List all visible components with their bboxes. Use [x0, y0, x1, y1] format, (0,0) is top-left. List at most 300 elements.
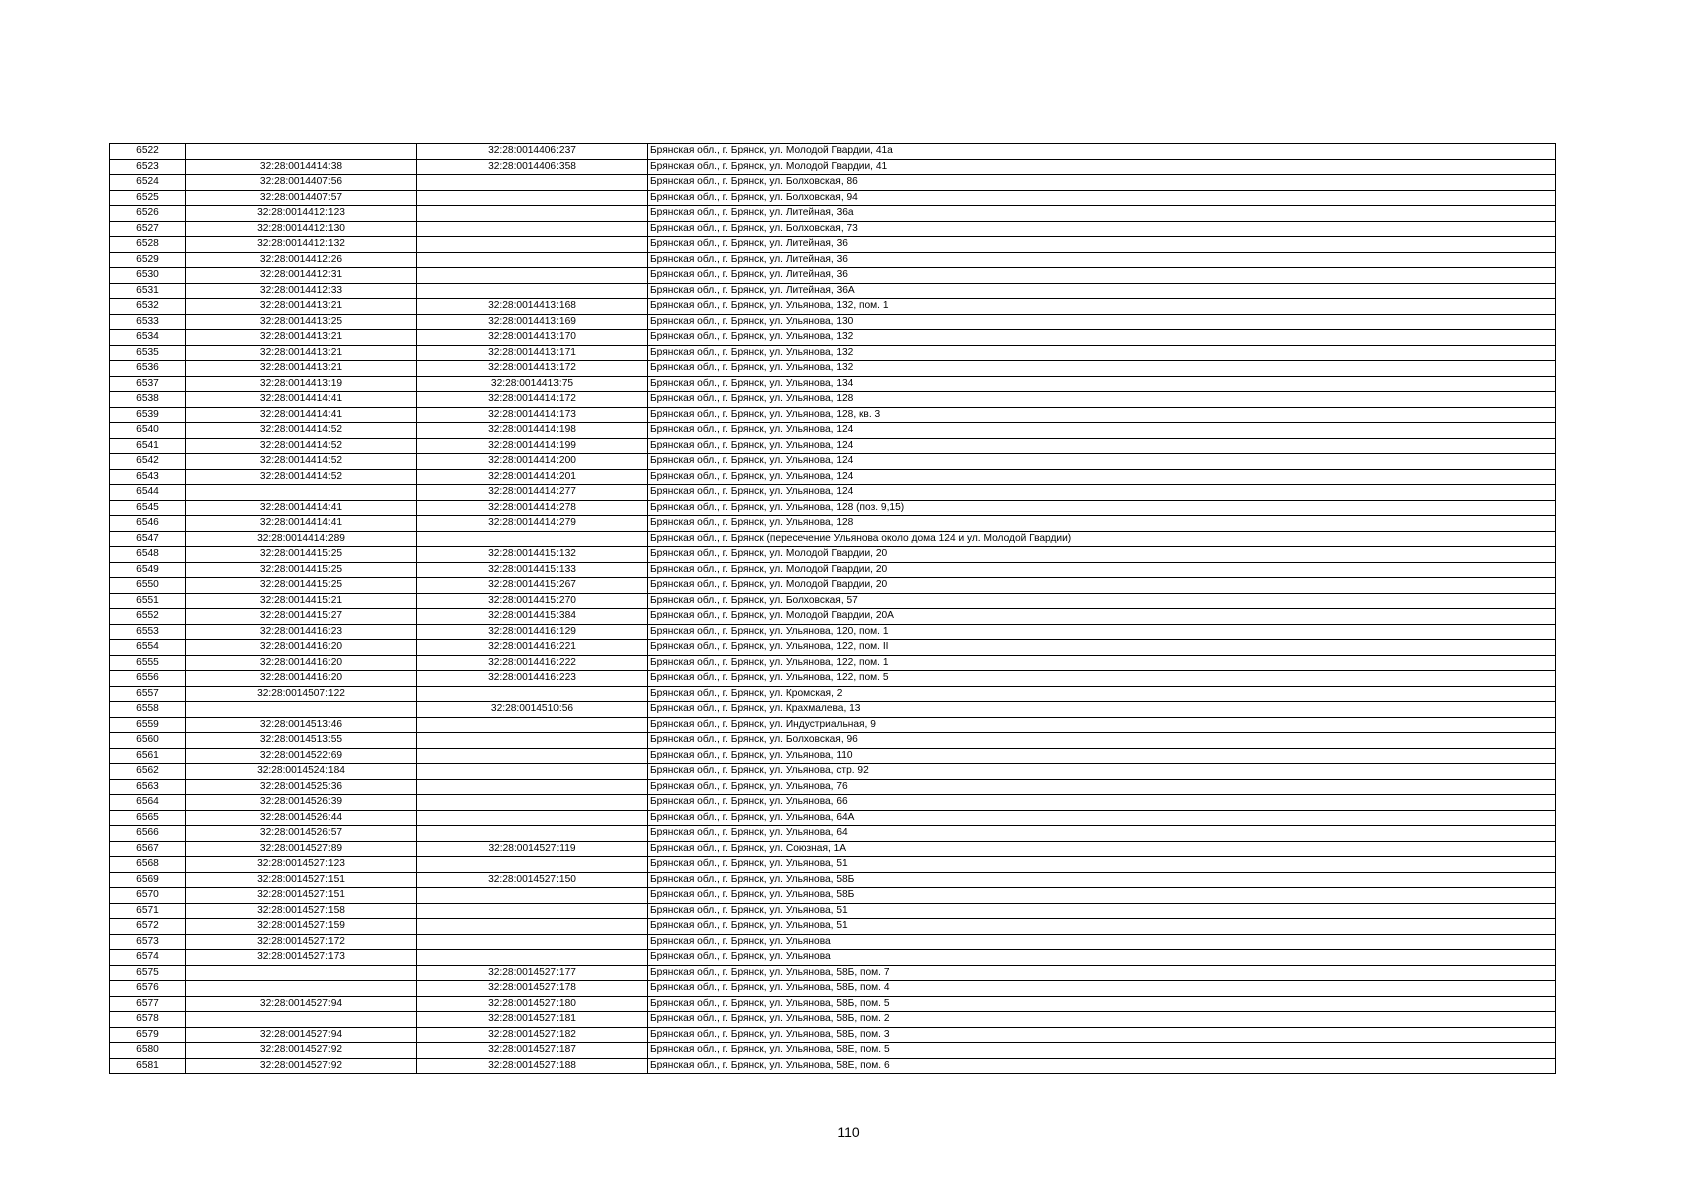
table-row: [110, 764, 1556, 780]
land-cadastral-number-cell: 32:28:0014415:25: [186, 578, 417, 594]
table-row: [110, 872, 1556, 888]
land-cadastral-number-cell: [186, 965, 417, 981]
land-cadastral-number-cell: 32:28:0014522:69: [186, 748, 417, 764]
land-cadastral-number-cell: 32:28:0014415:21: [186, 593, 417, 609]
object-cadastral-number-cell: 32:28:0014527:187: [417, 1043, 648, 1059]
land-cadastral-number-cell: 32:28:0014412:130: [186, 221, 417, 237]
address-cell: Брянская обл., г. Брянск, ул. Ульянова, 128 (поз. 9,15): [648, 500, 1556, 516]
object-cadastral-number-cell: 32:28:0014510:56: [417, 702, 648, 718]
address-cell: Брянская обл., г. Брянск, ул. Ульянова: [648, 950, 1556, 966]
row-number-cell: 6524: [110, 175, 186, 191]
table-row: [110, 655, 1556, 671]
address-cell: Брянская обл., г. Брянск, ул. Ульянова, 124: [648, 469, 1556, 485]
object-cadastral-number-cell: [417, 237, 648, 253]
land-cadastral-number-cell: 32:28:0014507:122: [186, 686, 417, 702]
object-cadastral-number-cell: [417, 888, 648, 904]
land-cadastral-number-cell: 32:28:0014413:25: [186, 314, 417, 330]
land-cadastral-number-cell: 32:28:0014412:33: [186, 283, 417, 299]
row-number-cell: 6568: [110, 857, 186, 873]
table-row: [110, 531, 1556, 547]
table-row: [110, 314, 1556, 330]
address-cell: Брянская обл., г. Брянск, ул. Ульянова, 51: [648, 903, 1556, 919]
row-number-cell: 6522: [110, 144, 186, 160]
object-cadastral-number-cell: 32:28:0014527:181: [417, 1012, 648, 1028]
object-cadastral-number-cell: [417, 531, 648, 547]
row-number-cell: 6563: [110, 779, 186, 795]
land-cadastral-number-cell: 32:28:0014413:21: [186, 330, 417, 346]
row-number-cell: 6523: [110, 159, 186, 175]
land-cadastral-number-cell: 32:28:0014527:173: [186, 950, 417, 966]
row-number-cell: 6572: [110, 919, 186, 935]
object-cadastral-number-cell: 32:28:0014406:237: [417, 144, 648, 160]
object-cadastral-number-cell: 32:28:0014527:182: [417, 1027, 648, 1043]
table-row: [110, 624, 1556, 640]
row-number-cell: 6546: [110, 516, 186, 532]
object-cadastral-number-cell: 32:28:0014416:223: [417, 671, 648, 687]
table-row: [110, 888, 1556, 904]
object-cadastral-number-cell: 32:28:0014413:170: [417, 330, 648, 346]
object-cadastral-number-cell: [417, 686, 648, 702]
address-cell: Брянская обл., г. Брянск, ул. Литейная, 36: [648, 237, 1556, 253]
address-cell: Брянская обл., г. Брянск, ул. Молодой Гвардии, 20: [648, 547, 1556, 563]
address-cell: Брянская обл., г. Брянск, ул. Союзная, 1А: [648, 841, 1556, 857]
address-cell: Брянская обл., г. Брянск, ул. Молодой Гвардии, 20: [648, 562, 1556, 578]
address-cell: Брянская обл., г. Брянск, ул. Ульянова, 124: [648, 454, 1556, 470]
row-number-cell: 6540: [110, 423, 186, 439]
object-cadastral-number-cell: 32:28:0014406:358: [417, 159, 648, 175]
object-cadastral-number-cell: 32:28:0014413:172: [417, 361, 648, 377]
row-number-cell: 6542: [110, 454, 186, 470]
row-number-cell: 6578: [110, 1012, 186, 1028]
address-cell: Брянская обл., г. Брянск, ул. Ульянова, 64: [648, 826, 1556, 842]
land-cadastral-number-cell: 32:28:0014414:52: [186, 423, 417, 439]
land-cadastral-number-cell: 32:28:0014414:52: [186, 469, 417, 485]
object-cadastral-number-cell: [417, 764, 648, 780]
table-row: [110, 206, 1556, 222]
table-row: [110, 144, 1556, 160]
row-number-cell: 6549: [110, 562, 186, 578]
land-cadastral-number-cell: 32:28:0014527:151: [186, 888, 417, 904]
table-row: [110, 252, 1556, 268]
object-cadastral-number-cell: 32:28:0014413:171: [417, 345, 648, 361]
land-cadastral-number-cell: [186, 981, 417, 997]
object-cadastral-number-cell: 32:28:0014414:201: [417, 469, 648, 485]
land-cadastral-number-cell: 32:28:0014527:89: [186, 841, 417, 857]
address-cell: Брянская обл., г. Брянск, ул. Ульянова, 66: [648, 795, 1556, 811]
table-row: [110, 686, 1556, 702]
address-cell: Брянская обл., г. Брянск, ул. Ульянова, 58Б, пом. 7: [648, 965, 1556, 981]
address-cell: Брянская обл., г. Брянск, ул. Ульянова, стр. 92: [648, 764, 1556, 780]
object-cadastral-number-cell: 32:28:0014414:277: [417, 485, 648, 501]
land-cadastral-number-cell: 32:28:0014414:41: [186, 516, 417, 532]
object-cadastral-number-cell: 32:28:0014527:177: [417, 965, 648, 981]
table-row: [110, 469, 1556, 485]
object-cadastral-number-cell: [417, 221, 648, 237]
row-number-cell: 6571: [110, 903, 186, 919]
table-row: [110, 283, 1556, 299]
row-number-cell: 6570: [110, 888, 186, 904]
row-number-cell: 6551: [110, 593, 186, 609]
row-number-cell: 6561: [110, 748, 186, 764]
land-cadastral-number-cell: [186, 485, 417, 501]
row-number-cell: 6532: [110, 299, 186, 315]
object-cadastral-number-cell: [417, 748, 648, 764]
table-row: [110, 1043, 1556, 1059]
land-cadastral-number-cell: 32:28:0014527:94: [186, 996, 417, 1012]
table-row: [110, 376, 1556, 392]
address-cell: Брянская обл., г. Брянск, ул. Ульянова, 122, пом. 5: [648, 671, 1556, 687]
land-cadastral-number-cell: 32:28:0014414:289: [186, 531, 417, 547]
land-cadastral-number-cell: 32:28:0014513:55: [186, 733, 417, 749]
page-number: 110: [837, 1124, 860, 1140]
row-number-cell: 6559: [110, 717, 186, 733]
object-cadastral-number-cell: [417, 206, 648, 222]
table-row: [110, 934, 1556, 950]
row-number-cell: 6547: [110, 531, 186, 547]
table-row: [110, 903, 1556, 919]
object-cadastral-number-cell: 32:28:0014414:200: [417, 454, 648, 470]
object-cadastral-number-cell: [417, 717, 648, 733]
table-row: [110, 981, 1556, 997]
land-cadastral-number-cell: 32:28:0014526:44: [186, 810, 417, 826]
land-cadastral-number-cell: 32:28:0014414:52: [186, 438, 417, 454]
object-cadastral-number-cell: 32:28:0014415:267: [417, 578, 648, 594]
address-cell: Брянская обл., г. Брянск, ул. Ульянова, 132: [648, 361, 1556, 377]
object-cadastral-number-cell: [417, 919, 648, 935]
object-cadastral-number-cell: 32:28:0014527:119: [417, 841, 648, 857]
object-cadastral-number-cell: [417, 252, 648, 268]
table-row: [110, 919, 1556, 935]
land-cadastral-number-cell: 32:28:0014527:94: [186, 1027, 417, 1043]
land-cadastral-number-cell: [186, 702, 417, 718]
object-cadastral-number-cell: 32:28:0014413:169: [417, 314, 648, 330]
row-number-cell: 6527: [110, 221, 186, 237]
object-cadastral-number-cell: 32:28:0014415:384: [417, 609, 648, 625]
address-cell: Брянская обл., г. Брянск, ул. Ульянова, 132: [648, 330, 1556, 346]
address-cell: Брянская обл., г. Брянск, ул. Ульянова, 134: [648, 376, 1556, 392]
object-cadastral-number-cell: 32:28:0014414:173: [417, 407, 648, 423]
table-row: [110, 454, 1556, 470]
row-number-cell: 6539: [110, 407, 186, 423]
object-cadastral-number-cell: 32:28:0014415:270: [417, 593, 648, 609]
object-cadastral-number-cell: [417, 190, 648, 206]
row-number-cell: 6545: [110, 500, 186, 516]
address-cell: Брянская обл., г. Брянск, ул. Кромская, 2: [648, 686, 1556, 702]
address-cell: Брянская обл., г. Брянск, ул. Литейная, 36а: [648, 206, 1556, 222]
address-cell: Брянская обл., г. Брянск, ул. Молодой Гвардии, 41: [648, 159, 1556, 175]
row-number-cell: 6536: [110, 361, 186, 377]
address-cell: Брянская обл., г. Брянск, ул. Молодой Гвардии, 20: [648, 578, 1556, 594]
row-number-cell: 6528: [110, 237, 186, 253]
table-row: [110, 500, 1556, 516]
land-cadastral-number-cell: 32:28:0014527:159: [186, 919, 417, 935]
object-cadastral-number-cell: [417, 175, 648, 191]
row-number-cell: 6530: [110, 268, 186, 284]
land-cadastral-number-cell: 32:28:0014414:41: [186, 392, 417, 408]
land-cadastral-number-cell: 32:28:0014415:25: [186, 562, 417, 578]
row-number-cell: 6552: [110, 609, 186, 625]
object-cadastral-number-cell: [417, 826, 648, 842]
address-cell: Брянская обл., г. Брянск (пересечение Ульянова около дома 124 и ул. Молодой Гвардии): [648, 531, 1556, 547]
land-cadastral-number-cell: 32:28:0014412:132: [186, 237, 417, 253]
address-cell: Брянская обл., г. Брянск, ул. Ульянова, 58Е, пом. 5: [648, 1043, 1556, 1059]
row-number-cell: 6580: [110, 1043, 186, 1059]
land-cadastral-number-cell: 32:28:0014526:57: [186, 826, 417, 842]
address-cell: Брянская обл., г. Брянск, ул. Ульянова, 132: [648, 345, 1556, 361]
row-number-cell: 6550: [110, 578, 186, 594]
land-cadastral-number-cell: 32:28:0014525:36: [186, 779, 417, 795]
table-row: [110, 965, 1556, 981]
address-cell: Брянская обл., г. Брянск, ул. Ульянова, 76: [648, 779, 1556, 795]
land-cadastral-number-cell: 32:28:0014524:184: [186, 764, 417, 780]
registry-table-body: [110, 144, 1556, 1074]
object-cadastral-number-cell: [417, 795, 648, 811]
object-cadastral-number-cell: 32:28:0014415:133: [417, 562, 648, 578]
address-cell: Брянская обл., г. Брянск, ул. Литейная, 36А: [648, 283, 1556, 299]
address-cell: Брянская обл., г. Брянск, ул. Крахмалева, 13: [648, 702, 1556, 718]
table-row: [110, 748, 1556, 764]
address-cell: Брянская обл., г. Брянск, ул. Ульянова, 124: [648, 438, 1556, 454]
land-cadastral-number-cell: 32:28:0014413:19: [186, 376, 417, 392]
table-row: [110, 299, 1556, 315]
table-row: [110, 423, 1556, 439]
table-row: [110, 190, 1556, 206]
table-row: [110, 361, 1556, 377]
row-number-cell: 6525: [110, 190, 186, 206]
address-cell: Брянская обл., г. Брянск, ул. Молодой Гвардии, 41а: [648, 144, 1556, 160]
land-cadastral-number-cell: 32:28:0014414:41: [186, 500, 417, 516]
row-number-cell: 6541: [110, 438, 186, 454]
row-number-cell: 6535: [110, 345, 186, 361]
object-cadastral-number-cell: 32:28:0014415:132: [417, 547, 648, 563]
land-cadastral-number-cell: 32:28:0014526:39: [186, 795, 417, 811]
table-row: [110, 609, 1556, 625]
registry-table: [109, 143, 1556, 1074]
table-row: [110, 345, 1556, 361]
object-cadastral-number-cell: 32:28:0014416:221: [417, 640, 648, 656]
object-cadastral-number-cell: 32:28:0014413:168: [417, 299, 648, 315]
table-row: [110, 407, 1556, 423]
object-cadastral-number-cell: 32:28:0014527:188: [417, 1058, 648, 1074]
land-cadastral-number-cell: 32:28:0014513:46: [186, 717, 417, 733]
land-cadastral-number-cell: 32:28:0014416:20: [186, 671, 417, 687]
address-cell: Брянская обл., г. Брянск, ул. Литейная, 36: [648, 252, 1556, 268]
table-row: [110, 392, 1556, 408]
land-cadastral-number-cell: 32:28:0014527:158: [186, 903, 417, 919]
land-cadastral-number-cell: 32:28:0014413:21: [186, 345, 417, 361]
row-number-cell: 6581: [110, 1058, 186, 1074]
row-number-cell: 6564: [110, 795, 186, 811]
land-cadastral-number-cell: 32:28:0014407:56: [186, 175, 417, 191]
row-number-cell: 6534: [110, 330, 186, 346]
address-cell: Брянская обл., г. Брянск, ул. Болховская, 86: [648, 175, 1556, 191]
row-number-cell: 6567: [110, 841, 186, 857]
address-cell: Брянская обл., г. Брянск, ул. Молодой Гвардии, 20А: [648, 609, 1556, 625]
table-row: [110, 810, 1556, 826]
row-number-cell: 6537: [110, 376, 186, 392]
table-row: [110, 671, 1556, 687]
address-cell: Брянская обл., г. Брянск, ул. Индустриальная, 9: [648, 717, 1556, 733]
object-cadastral-number-cell: 32:28:0014413:75: [417, 376, 648, 392]
address-cell: Брянская обл., г. Брянск, ул. Болховская, 96: [648, 733, 1556, 749]
land-cadastral-number-cell: 32:28:0014412:26: [186, 252, 417, 268]
land-cadastral-number-cell: 32:28:0014412:31: [186, 268, 417, 284]
table-row: [110, 175, 1556, 191]
row-number-cell: 6554: [110, 640, 186, 656]
table-row: [110, 593, 1556, 609]
object-cadastral-number-cell: 32:28:0014414:198: [417, 423, 648, 439]
address-cell: Брянская обл., г. Брянск, ул. Ульянова, 58Б: [648, 888, 1556, 904]
land-cadastral-number-cell: 32:28:0014416:20: [186, 640, 417, 656]
address-cell: Брянская обл., г. Брянск, ул. Литейная, 36: [648, 268, 1556, 284]
land-cadastral-number-cell: [186, 1012, 417, 1028]
land-cadastral-number-cell: 32:28:0014415:27: [186, 609, 417, 625]
table-row: [110, 826, 1556, 842]
row-number-cell: 6553: [110, 624, 186, 640]
table-row: [110, 950, 1556, 966]
table-row: [110, 996, 1556, 1012]
address-cell: Брянская обл., г. Брянск, ул. Ульянова, 58Б, пом. 5: [648, 996, 1556, 1012]
address-cell: Брянская обл., г. Брянск, ул. Ульянова, 120, пом. 1: [648, 624, 1556, 640]
object-cadastral-number-cell: 32:28:0014416:222: [417, 655, 648, 671]
land-cadastral-number-cell: 32:28:0014527:172: [186, 934, 417, 950]
object-cadastral-number-cell: [417, 733, 648, 749]
table-row: [110, 547, 1556, 563]
row-number-cell: 6576: [110, 981, 186, 997]
table-row: [110, 1027, 1556, 1043]
table-row: [110, 857, 1556, 873]
address-cell: Брянская обл., г. Брянск, ул. Ульянова, 128, кв. 3: [648, 407, 1556, 423]
object-cadastral-number-cell: [417, 283, 648, 299]
table-row: [110, 330, 1556, 346]
address-cell: Брянская обл., г. Брянск, ул. Ульянова, 122, пом. II: [648, 640, 1556, 656]
object-cadastral-number-cell: [417, 268, 648, 284]
land-cadastral-number-cell: 32:28:0014407:57: [186, 190, 417, 206]
table-row: [110, 733, 1556, 749]
object-cadastral-number-cell: 32:28:0014527:178: [417, 981, 648, 997]
address-cell: Брянская обл., г. Брянск, ул. Ульянова, 58Е, пом. 6: [648, 1058, 1556, 1074]
object-cadastral-number-cell: 32:28:0014414:172: [417, 392, 648, 408]
address-cell: Брянская обл., г. Брянск, ул. Ульянова, 124: [648, 423, 1556, 439]
table-row: [110, 562, 1556, 578]
table-row: [110, 1058, 1556, 1074]
land-cadastral-number-cell: 32:28:0014527:92: [186, 1058, 417, 1074]
object-cadastral-number-cell: [417, 779, 648, 795]
row-number-cell: 6579: [110, 1027, 186, 1043]
row-number-cell: 6556: [110, 671, 186, 687]
table-row: [110, 779, 1556, 795]
row-number-cell: 6558: [110, 702, 186, 718]
object-cadastral-number-cell: 32:28:0014416:129: [417, 624, 648, 640]
object-cadastral-number-cell: [417, 950, 648, 966]
row-number-cell: 6555: [110, 655, 186, 671]
address-cell: Брянская обл., г. Брянск, ул. Болховская, 57: [648, 593, 1556, 609]
land-cadastral-number-cell: 32:28:0014414:41: [186, 407, 417, 423]
row-number-cell: 6544: [110, 485, 186, 501]
table-row: [110, 578, 1556, 594]
land-cadastral-number-cell: 32:28:0014414:52: [186, 454, 417, 470]
land-cadastral-number-cell: 32:28:0014527:123: [186, 857, 417, 873]
table-row: [110, 717, 1556, 733]
address-cell: Брянская обл., г. Брянск, ул. Ульянова, 128: [648, 392, 1556, 408]
address-cell: Брянская обл., г. Брянск, ул. Ульянова, 110: [648, 748, 1556, 764]
land-cadastral-number-cell: 32:28:0014416:20: [186, 655, 417, 671]
table-row: [110, 841, 1556, 857]
address-cell: Брянская обл., г. Брянск, ул. Ульянова, 51: [648, 857, 1556, 873]
land-cadastral-number-cell: 32:28:0014413:21: [186, 361, 417, 377]
address-cell: Брянская обл., г. Брянск, ул. Ульянова, 122, пом. 1: [648, 655, 1556, 671]
row-number-cell: 6529: [110, 252, 186, 268]
row-number-cell: 6560: [110, 733, 186, 749]
row-number-cell: 6565: [110, 810, 186, 826]
table-row: [110, 268, 1556, 284]
row-number-cell: 6533: [110, 314, 186, 330]
table-row: [110, 1012, 1556, 1028]
row-number-cell: 6548: [110, 547, 186, 563]
land-cadastral-number-cell: 32:28:0014413:21: [186, 299, 417, 315]
address-cell: Брянская обл., г. Брянск, ул. Болховская, 94: [648, 190, 1556, 206]
row-number-cell: 6566: [110, 826, 186, 842]
address-cell: Брянская обл., г. Брянск, ул. Ульянова, 132, пом. 1: [648, 299, 1556, 315]
address-cell: Брянская обл., г. Брянск, ул. Ульянова, 58Б, пом. 2: [648, 1012, 1556, 1028]
address-cell: Брянская обл., г. Брянск, ул. Ульянова: [648, 934, 1556, 950]
object-cadastral-number-cell: [417, 857, 648, 873]
row-number-cell: 6577: [110, 996, 186, 1012]
address-cell: Брянская обл., г. Брянск, ул. Ульянова, 124: [648, 485, 1556, 501]
address-cell: Брянская обл., г. Брянск, ул. Ульянова, 58Б: [648, 872, 1556, 888]
address-cell: Брянская обл., г. Брянск, ул. Ульянова, 58Б, пом. 4: [648, 981, 1556, 997]
land-cadastral-number-cell: 32:28:0014527:92: [186, 1043, 417, 1059]
address-cell: Брянская обл., г. Брянск, ул. Ульянова, 64А: [648, 810, 1556, 826]
address-cell: Брянская обл., г. Брянск, ул. Ульянова, 130: [648, 314, 1556, 330]
row-number-cell: 6543: [110, 469, 186, 485]
address-cell: Брянская обл., г. Брянск, ул. Ульянова, 128: [648, 516, 1556, 532]
row-number-cell: 6538: [110, 392, 186, 408]
object-cadastral-number-cell: 32:28:0014527:150: [417, 872, 648, 888]
table-row: [110, 237, 1556, 253]
row-number-cell: 6573: [110, 934, 186, 950]
object-cadastral-number-cell: 32:28:0014414:278: [417, 500, 648, 516]
land-cadastral-number-cell: 32:28:0014415:25: [186, 547, 417, 563]
address-cell: Брянская обл., г. Брянск, ул. Ульянова, 58Б, пом. 3: [648, 1027, 1556, 1043]
table-row: [110, 485, 1556, 501]
row-number-cell: 6562: [110, 764, 186, 780]
row-number-cell: 6574: [110, 950, 186, 966]
row-number-cell: 6575: [110, 965, 186, 981]
object-cadastral-number-cell: 32:28:0014414:199: [417, 438, 648, 454]
table-row: [110, 516, 1556, 532]
land-cadastral-number-cell: [186, 144, 417, 160]
land-cadastral-number-cell: 32:28:0014412:123: [186, 206, 417, 222]
object-cadastral-number-cell: 32:28:0014414:279: [417, 516, 648, 532]
land-cadastral-number-cell: 32:28:0014527:151: [186, 872, 417, 888]
object-cadastral-number-cell: [417, 934, 648, 950]
land-cadastral-number-cell: 32:28:0014416:23: [186, 624, 417, 640]
row-number-cell: 6557: [110, 686, 186, 702]
table-row: [110, 438, 1556, 454]
row-number-cell: 6531: [110, 283, 186, 299]
table-row: [110, 159, 1556, 175]
table-row: [110, 640, 1556, 656]
object-cadastral-number-cell: 32:28:0014527:180: [417, 996, 648, 1012]
address-cell: Брянская обл., г. Брянск, ул. Ульянова, 51: [648, 919, 1556, 935]
table-row: [110, 795, 1556, 811]
object-cadastral-number-cell: [417, 810, 648, 826]
table-row: [110, 221, 1556, 237]
row-number-cell: 6569: [110, 872, 186, 888]
row-number-cell: 6526: [110, 206, 186, 222]
land-cadastral-number-cell: 32:28:0014414:38: [186, 159, 417, 175]
